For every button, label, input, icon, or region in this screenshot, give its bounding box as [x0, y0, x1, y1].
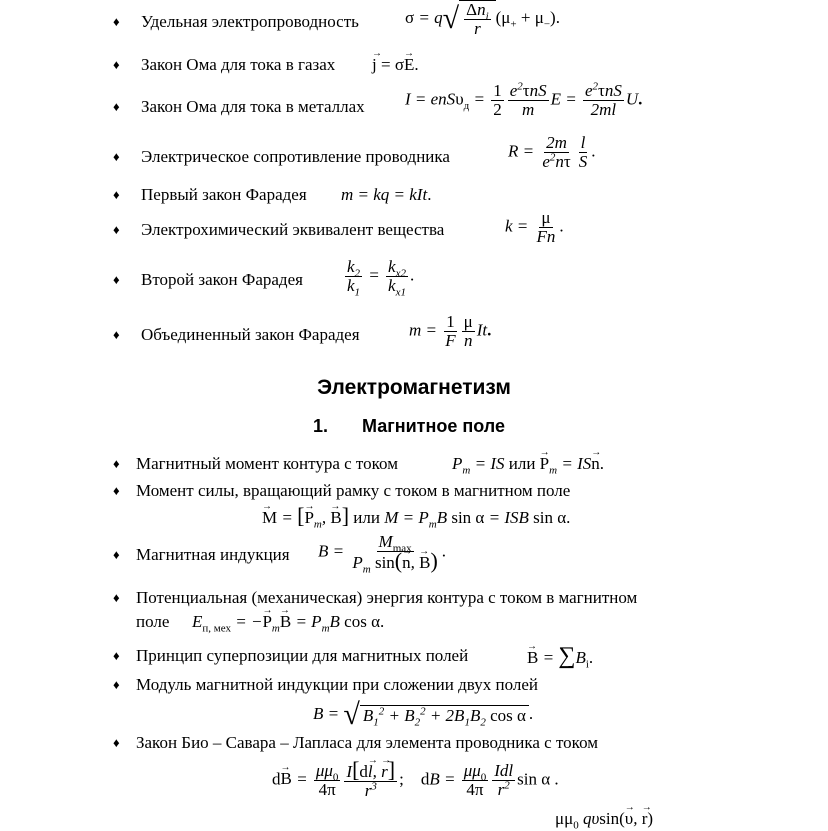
formula-faraday-2: $\frac{k_2}{k_1}$ = $\frac{k_{x2}}{k_{x1}}$ .	[347, 257, 415, 299]
item-text: Закон Ома для тока в газах	[141, 55, 336, 74]
item-text: Закон Био – Савара – Лапласа для элемента проводника с током	[136, 733, 599, 752]
bullet-marker: ♦	[113, 57, 120, 72]
formula-potential-energy: $E_{п, мех}$ = −→ $P_m\to B = P_mB$ cos α.	[192, 612, 384, 632]
formula-magnetic-induction: B = $\frac{M_{max}}{P_m \sin(\to n, \to B)}$ .	[318, 533, 446, 572]
bullet-marker: ♦	[113, 590, 120, 605]
formula-torque: → M = [→ $P_m$, → B] или $M = P_mB$ sin α = ISB sin α.	[262, 506, 570, 528]
formula-superposition: → $B = \sum B_i$.	[527, 646, 593, 668]
item-text: Удельная электропроводность	[141, 12, 359, 31]
bullet-marker: ♦	[113, 677, 120, 692]
item-text: Принцип суперпозиции для магнитных полей	[136, 646, 469, 665]
item-text: Объединенный закон Фарадея	[141, 325, 360, 344]
formula-faraday-combined: m = $\frac{1}{F}$ $\frac{\mu}{n}$ It.	[409, 312, 492, 350]
bullet-marker: ♦	[113, 272, 120, 287]
bullet-marker: ♦	[113, 14, 120, 29]
formula-ohm-gas: → j = σ→ E.	[372, 55, 419, 75]
item-text: Магнитный момент контура с током	[136, 454, 398, 473]
item-text: Закон Ома для тока в металлах	[141, 97, 365, 116]
bullet-marker: ♦	[113, 327, 120, 342]
bullet-marker: ♦	[113, 483, 120, 498]
bullet-marker: ♦	[113, 99, 120, 114]
item-text: Электрическое сопротивление проводника	[141, 147, 450, 166]
formula-partial: $\mu\mu_0$ qυsin(→ υ, → r)	[555, 809, 653, 829]
subsection-title: Магнитное поле	[362, 416, 505, 436]
item-text: Момент силы, вращающий рамку с током в магнитном поле	[136, 481, 571, 500]
item-text: Первый закон Фарадея	[141, 185, 307, 204]
item-text: Магнитная индукция	[136, 545, 290, 564]
bullet-marker: ♦	[113, 149, 120, 164]
formula-two-fields: B = √ $B_1^2 + B_2^2 + 2B_1B_2$ cos α .	[313, 698, 534, 731]
bullet-marker: ♦	[113, 456, 120, 471]
formula-electrochem-equiv: k = $\frac{\mu}{Fn}$ .	[505, 208, 564, 246]
formula-conductivity: σ = q √ $\frac{\Delta n_i}{r}$ $(\mu_+ + \mu_-)$.	[405, 0, 560, 38]
bullet-marker: ♦	[113, 222, 120, 237]
bullet-marker: ♦	[113, 648, 120, 663]
section-title: Электромагнетизм	[317, 376, 511, 399]
formula-ohm-metal: I = enSυ$_д$ = $\frac{1}{2}$ $\frac{e^2\tau nS}{m}$ E = $\frac{e^2\tau nS}{2ml}$ U.	[405, 80, 643, 119]
item-text: Второй закон Фарадея	[141, 270, 303, 289]
subsection-number: 1.	[313, 416, 329, 436]
item-text: Потенциальная (механическая) энергия контура с током в магнитном	[136, 588, 638, 607]
formula-magnetic-moment: $P_m$ = IS или → $P_m = IS\to n$.	[452, 454, 604, 474]
formula-faraday-1: m = kq = kIt.	[341, 185, 432, 204]
formula-biot-savart: d→ B = $\frac{\mu\mu_0}{4\pi}$ $\frac{I[d\to l, \to r]}{r^3}$ ; dB = $\frac{\mu\mu_0}{4\pi}$ $\frac{\text{Idl}}{r^2}$ sin α .	[272, 761, 559, 800]
bullet-marker: ♦	[113, 547, 120, 562]
item-text: Модуль магнитной индукции при сложении двух полей	[136, 675, 538, 694]
bullet-marker: ♦	[113, 735, 120, 750]
item-text-cont: поле	[136, 612, 170, 631]
formula-resistance: R = $\frac{2m}{e^2n\tau}$ $\frac{l}{S}$ .	[508, 133, 596, 171]
bullet-marker: ♦	[113, 187, 120, 202]
item-text: Электрохимический эквивалент вещества	[141, 220, 445, 239]
